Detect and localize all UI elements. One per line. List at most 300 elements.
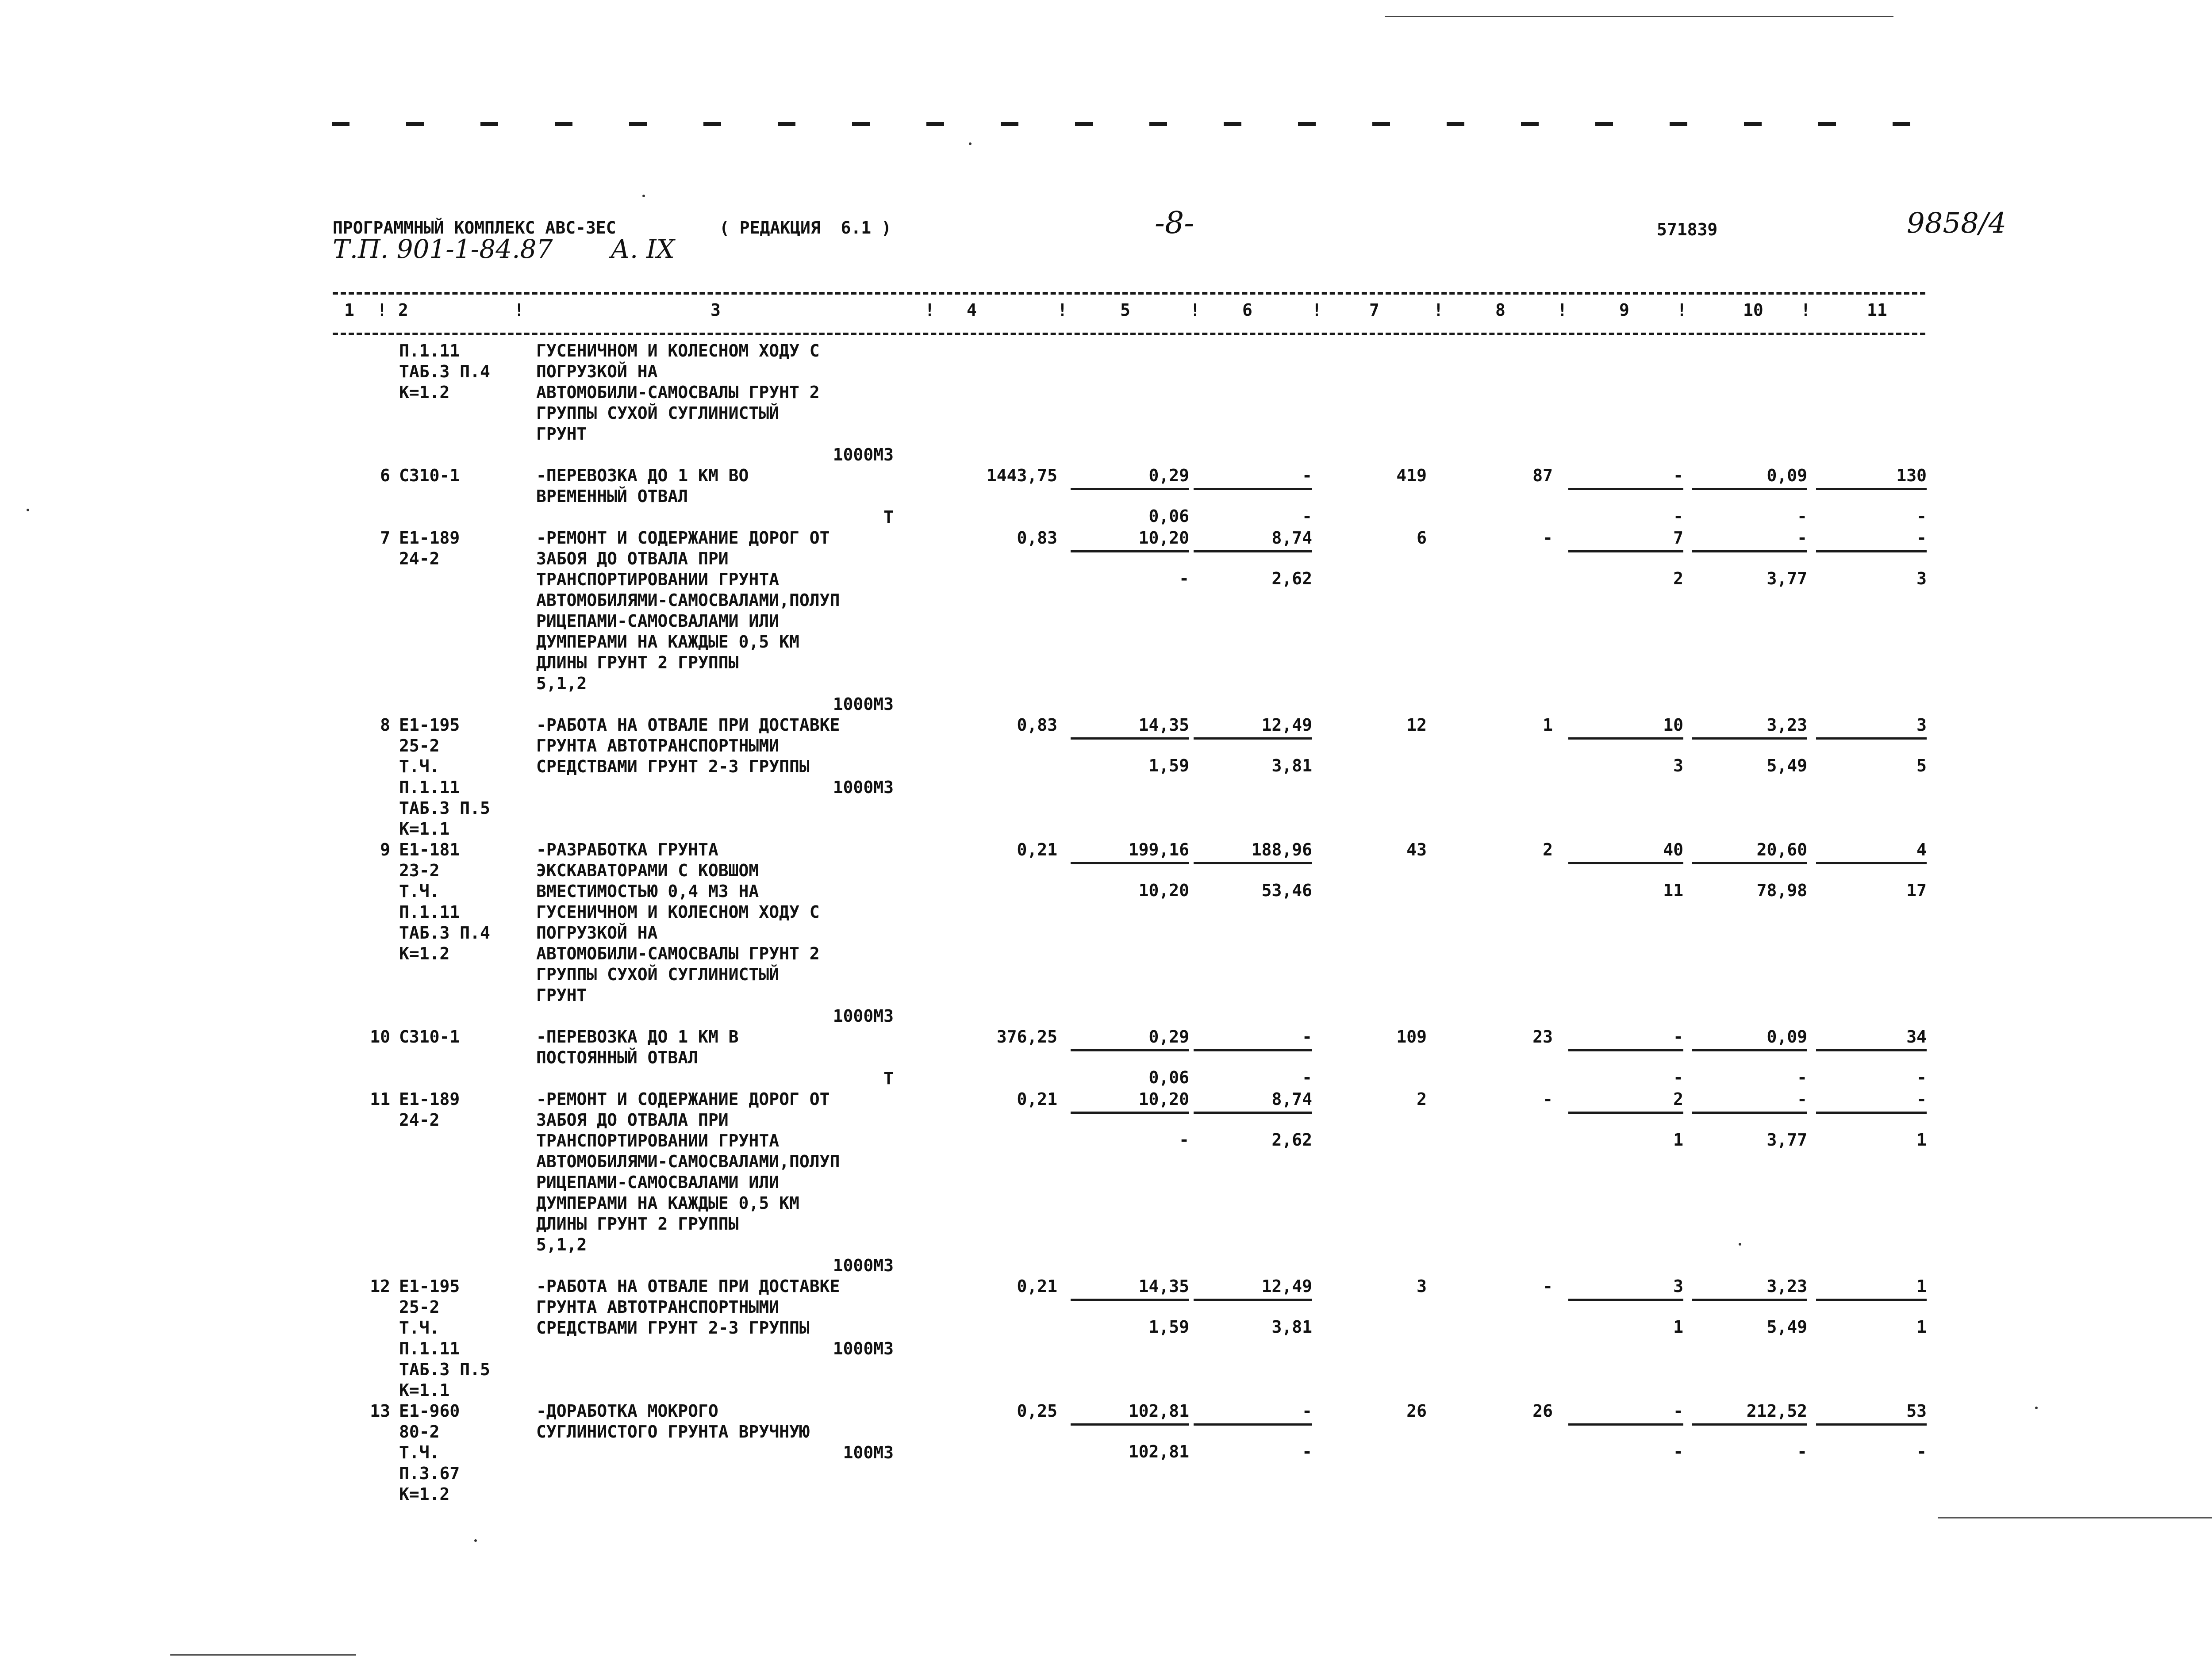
cost-machines [1816,1027,1927,1088]
labor-hours: 2 [1417,1089,1427,1109]
work-description: ДЛИНЫ ГРУНТ 2 ГРУППЫ [536,653,739,672]
work-description: ЗАБОЯ ДО ОТВАЛА ПРИ [536,549,729,568]
speck [642,195,645,197]
fraction-bar [1816,1423,1927,1426]
sheet-reference: 9858/4 [1907,207,2007,240]
unit-cost-total-sub-value: - [1179,1130,1189,1150]
work-description: ВРЕМЕННЫЙ ОТВАЛ [536,487,688,506]
labor-hours: 12 [1406,715,1427,735]
fraction-bar [1071,1299,1189,1301]
unit-cost-total-sub-value: 0,06 [1148,1068,1189,1087]
cost-total-value: 3 [1673,1277,1683,1296]
cost-wages [1692,715,1807,776]
unit-of-measure: Т [883,507,894,527]
unit-cost-machines-value: 12,49 [1261,1277,1312,1296]
column-separator: ! [1057,300,1068,320]
work-description: -РЕМОНТ И СОДЕРЖАНИЕ ДОРОГ ОТ [536,1089,830,1109]
rate-code: С310-1 [399,466,460,485]
cost-machines-value: 1 [1916,1277,1927,1296]
unit-cost-machines [1194,715,1312,776]
unit-cost-machines-value: - [1302,1401,1312,1421]
rate-code: 24-2 [399,1110,440,1130]
cost-total [1568,1401,1683,1462]
unit-of-measure: 100М3 [843,1443,894,1462]
work-description: ГРУППЫ СУХОЙ СУГЛИНИСТЫЙ [536,965,780,984]
quantity: 0,83 [1017,715,1057,735]
cost-wages-sub-value: 3,77 [1767,569,1807,588]
cost-total-value: - [1673,466,1683,485]
work-description: -РАБОТА НА ОТВАЛЕ ПРИ ДОСТАВКЕ [536,1277,840,1296]
cost-total [1568,465,1683,527]
work-description: СРЕДСТВАМИ ГРУНТ 2-3 ГРУППЫ [536,757,810,776]
scan-line-top [1385,16,1893,17]
cost-total-value: - [1673,1401,1683,1421]
cost-wages [1692,1276,1807,1338]
cost-machines-value: 34 [1906,1027,1927,1047]
work-description: АВТОМОБИЛЯМИ-САМОСВАЛАМИ,ПОЛУП [536,1152,840,1171]
cost-wages [1692,840,1807,901]
column-number: 4 [967,300,977,320]
work-description: -РАБОТА НА ОТВАЛЕ ПРИ ДОСТАВКЕ [536,715,840,735]
cost-wages-value: 3,23 [1767,1277,1807,1296]
work-description: СУГЛИНИСТОГО ГРУНТА ВРУЧНУЮ [536,1422,810,1442]
labor-hours: 6 [1417,528,1427,548]
continuation-description: АВТОМОБИЛИ-САМОСВАЛЫ ГРУНТ 2 [536,383,820,402]
unit-cost-total-sub-value: - [1179,569,1189,588]
work-description: 5,1,2 [536,1235,587,1254]
column-number: 9 [1619,300,1629,320]
fraction-bar [1194,488,1312,490]
cost-wages-value: 0,09 [1767,1027,1807,1047]
column-number: 2 [398,300,408,320]
fraction-bar [1816,1112,1927,1114]
cost-wages-value: 3,23 [1767,715,1807,735]
unit-cost-total-value: 199,16 [1128,840,1189,859]
unit-cost-total [1071,1401,1189,1462]
unit-cost-machines-value: 8,74 [1271,1089,1312,1109]
column-separator: ! [1677,300,1687,320]
work-description: -ПЕРЕВОЗКА ДО 1 КМ ВО [536,466,749,485]
table-header-rule [333,333,1925,335]
unit-cost-total-value: 10,20 [1138,1089,1189,1109]
cost-machines [1816,1089,1927,1150]
rate-code: 24-2 [399,549,440,568]
cost-total [1568,1276,1683,1338]
unit-cost-total-value: 102,81 [1128,1401,1189,1421]
work-description: СРЕДСТВАМИ ГРУНТ 2-3 ГРУППЫ [536,1318,810,1338]
unit-cost-total [1071,1089,1189,1150]
unit-cost-machines-value: 188,96 [1251,840,1312,859]
cost-wages [1692,1401,1807,1462]
cost-machines-value: 3 [1916,715,1927,735]
continuation-description: ГРУППЫ СУХОЙ СУГЛИНИСТЫЙ [536,403,780,423]
fraction-bar [1071,737,1189,740]
rate-code: Е1-195 [399,715,460,735]
rate-code: Т.Ч. [399,757,440,776]
cost-total-sub-value: 2 [1673,569,1683,588]
cost-machines-value: 4 [1916,840,1927,859]
fraction-bar [1692,737,1807,740]
fraction-bar [1816,1299,1927,1301]
rate-code: Т.Ч. [399,1443,440,1462]
rate-code: П.1.11 [399,902,460,922]
fraction-bar [1194,550,1312,552]
edition: ( РЕДАКЦИЯ 6.1 ) [719,218,891,238]
unit-cost-total [1071,840,1189,901]
unit-cost-machines-sub-value: - [1302,1442,1312,1461]
work-description: -ПЕРЕВОЗКА ДО 1 КМ В [536,1027,739,1047]
machine-hours: 87 [1532,466,1553,485]
fraction-bar [1194,1112,1312,1114]
labor-hours: 109 [1396,1027,1427,1047]
unit-cost-total [1071,465,1189,527]
cost-total-sub-value: 1 [1673,1317,1683,1337]
fraction-bar [1692,1049,1807,1051]
unit-cost-total-value: 0,29 [1148,466,1189,485]
cost-wages-value: - [1797,528,1807,548]
fraction-bar [1568,1423,1683,1426]
fraction-bar [1194,1299,1312,1301]
rate-code: Е1-189 [399,528,460,548]
document-code: 571839 [1657,220,1718,239]
rate-code: К=1.2 [399,944,450,963]
column-number: 11 [1867,300,1887,320]
fraction-bar [1692,1112,1807,1114]
unit-cost-machines [1194,1276,1312,1338]
cost-wages-value: 212,52 [1746,1401,1807,1421]
machine-hours: 1 [1543,715,1553,735]
cost-wages-value: 20,60 [1756,840,1807,859]
continuation-unit: 1000М3 [833,445,894,464]
rate-code: ТАБ.3 П.4 [399,923,490,943]
unit-cost-machines [1194,1401,1312,1462]
cost-total-value: 10 [1663,715,1683,735]
cost-total [1568,1089,1683,1150]
fraction-bar [1692,862,1807,864]
page-mark: -8- [1155,206,1194,241]
cost-total-sub-value: 11 [1663,881,1683,900]
cost-total-sub-value: - [1673,506,1683,526]
continuation-description: ПОГРУЗКОЙ НА [536,362,658,381]
cost-machines [1816,840,1927,901]
quantity: 0,83 [1017,528,1057,548]
quantity: 0,21 [1017,1277,1057,1296]
work-description: ВМЕСТИМОСТЬЮ 0,4 М3 НА [536,882,759,901]
column-separator: ! [1557,300,1567,320]
cost-total-sub-value: 3 [1673,756,1683,775]
unit-cost-total-sub-value: 102,81 [1128,1442,1189,1461]
cost-machines-value: 130 [1896,466,1927,485]
continuation-description: ГРУНТ [536,424,587,444]
work-description: -РАЗРАБОТКА ГРУНТА [536,840,718,859]
cost-total [1568,528,1683,589]
work-description: ГРУНТА АВТОТРАНСПОРТНЫМИ [536,736,780,755]
cost-machines-sub-value: 1 [1916,1130,1927,1150]
rate-code: Е1-960 [399,1401,460,1421]
continuation-code: ТАБ.3 П.4 [399,362,490,381]
row-number: 11 [370,1089,390,1109]
column-separator: ! [377,300,387,320]
fraction-bar [1692,1423,1807,1426]
row-number: 8 [380,715,390,735]
machine-hours: 23 [1532,1027,1553,1047]
column-number: 3 [710,300,721,320]
continuation-code: К=1.2 [399,383,450,402]
unit-cost-machines-sub-value: - [1302,1068,1312,1087]
fraction-bar [1568,488,1683,490]
cost-wages-sub-value: - [1797,506,1807,526]
speck [1739,1243,1741,1246]
work-description: АВТОМОБИЛИ-САМОСВАЛЫ ГРУНТ 2 [536,944,820,963]
fraction-bar [1071,488,1189,490]
fraction-bar [1194,1423,1312,1426]
unit-cost-machines [1194,528,1312,589]
rate-code: Е1-189 [399,1089,460,1109]
fraction-bar [1194,862,1312,864]
column-separator: ! [1190,300,1200,320]
quantity: 0,25 [1017,1401,1057,1421]
cost-wages [1692,1089,1807,1150]
machine-hours: 26 [1532,1401,1553,1421]
cost-machines-sub-value: 17 [1906,881,1927,900]
work-description: ПОГРУЗКОЙ НА [536,923,658,943]
work-description: РИЦЕПАМИ-САМОСВАЛАМИ ИЛИ [536,611,780,631]
fraction-bar [1816,862,1927,864]
fraction-bar [1568,1112,1683,1114]
rate-code: 25-2 [399,736,440,755]
cost-wages [1692,528,1807,589]
rate-code: 23-2 [399,861,440,880]
column-separator: ! [1801,300,1811,320]
fraction-bar [1568,1049,1683,1051]
fraction-bar [1568,737,1683,740]
column-number: 7 [1369,300,1379,320]
speck [969,142,972,145]
unit-cost-machines [1194,465,1312,527]
cost-total [1568,715,1683,776]
unit-cost-machines-sub-value: 53,46 [1261,881,1312,900]
unit-cost-machines-sub-value: 2,62 [1271,569,1312,588]
unit-cost-total-sub-value: 1,59 [1148,756,1189,775]
work-description: ТРАНСПОРТИРОВАНИИ ГРУНТА [536,570,780,589]
program-title: ПРОГРАММНЫЙ КОМПЛЕКС АВС-3ЕС [333,218,616,238]
unit-cost-total-value: 14,35 [1138,715,1189,735]
work-description: ГРУНТ [536,985,587,1005]
unit-cost-machines-value: 8,74 [1271,528,1312,548]
cost-machines-value: - [1916,528,1927,548]
column-number: 6 [1242,300,1252,320]
quantity: 0,21 [1017,840,1057,859]
rate-code: Е1-195 [399,1277,460,1296]
cost-total-value: 7 [1673,528,1683,548]
rate-code: П.1.11 [399,778,460,797]
cost-wages-sub-value: 5,49 [1767,756,1807,775]
cost-machines-sub-value: 5 [1916,756,1927,775]
rate-code: П.3.67 [399,1464,460,1483]
work-description: ТРАНСПОРТИРОВАНИИ ГРУНТА [536,1131,780,1150]
unit-of-measure: 1000М3 [833,1256,894,1275]
scan-line-bottom-left [170,1654,356,1656]
fraction-bar [1568,862,1683,864]
column-separator: ! [514,300,524,320]
unit-cost-machines-sub-value: - [1302,506,1312,526]
unit-of-measure: 1000М3 [833,778,894,797]
labor-hours: 3 [1417,1277,1427,1296]
cost-machines [1816,465,1927,527]
unit-cost-total-sub-value: 1,59 [1148,1317,1189,1337]
rate-code: 25-2 [399,1297,440,1317]
rate-code: 80-2 [399,1422,440,1442]
rate-code: ТАБ.3 П.5 [399,798,490,818]
cost-machines-value: - [1916,1089,1927,1109]
work-description: -ДОРАБОТКА МОКРОГО [536,1401,718,1421]
fraction-bar [1692,1299,1807,1301]
rate-code: Т.Ч. [399,1318,440,1338]
unit-of-measure: 1000М3 [833,694,894,714]
cost-wages-sub-value: - [1797,1068,1807,1087]
speck [474,1539,477,1542]
cost-machines [1816,528,1927,589]
fraction-bar [1071,862,1189,864]
project-reference: Т.П. 901-1-84.87 [333,234,553,264]
unit-cost-total [1071,1027,1189,1088]
unit-cost-total [1071,528,1189,589]
continuation-code: П.1.11 [399,341,460,360]
fraction-bar [1816,1049,1927,1051]
rate-code: П.1.11 [399,1339,460,1358]
labor-hours: 43 [1406,840,1427,859]
fraction-bar [1194,1049,1312,1051]
column-separator: ! [1433,300,1444,320]
unit-cost-machines [1194,840,1312,901]
unit-cost-total [1071,1276,1189,1338]
work-description: -РЕМОНТ И СОДЕРЖАНИЕ ДОРОГ ОТ [536,528,830,548]
cost-wages-sub-value: - [1797,1442,1807,1461]
cost-machines-sub-value: 1 [1916,1317,1927,1337]
labor-hours: 419 [1396,466,1427,485]
cost-total-value: 2 [1673,1089,1683,1109]
unit-cost-machines-sub-value: 3,81 [1271,1317,1312,1337]
cost-machines-sub-value: - [1916,1068,1927,1087]
speck [2035,1407,2038,1409]
cost-wages-value: - [1797,1089,1807,1109]
column-number: 5 [1120,300,1130,320]
unit-cost-machines-value: - [1302,1027,1312,1047]
scan-line-bottom [1938,1517,2212,1518]
unit-cost-machines-value: 12,49 [1261,715,1312,735]
quantity: 1443,75 [986,466,1057,485]
cost-total [1568,840,1683,901]
cost-total-sub-value: - [1673,1068,1683,1087]
fraction-bar [1816,488,1927,490]
row-number: 13 [370,1401,390,1421]
cost-machines-sub-value: - [1916,1442,1927,1461]
cost-total [1568,1027,1683,1088]
row-number: 9 [380,840,390,859]
quantity: 376,25 [996,1027,1057,1047]
cost-wages-sub-value: 3,77 [1767,1130,1807,1150]
cost-machines-value: 53 [1906,1401,1927,1421]
column-number: 8 [1495,300,1505,320]
unit-cost-machines [1194,1089,1312,1150]
rate-code: К=1.1 [399,819,450,839]
fraction-bar [1568,550,1683,552]
rate-code: Е1-181 [399,840,460,859]
cost-machines-sub-value: - [1916,506,1927,526]
unit-cost-machines [1194,1027,1312,1088]
work-description: ГУСЕНИЧНОМ И КОЛЕСНОМ ХОДУ С [536,902,820,922]
cost-total-value: 40 [1663,840,1683,859]
cost-wages-sub-value: 78,98 [1756,881,1807,900]
unit-cost-total [1071,715,1189,776]
cost-wages-sub-value: 5,49 [1767,1317,1807,1337]
unit-cost-total-sub-value: 0,06 [1148,506,1189,526]
rate-code: К=1.2 [399,1484,450,1504]
machine-hours: - [1543,1089,1553,1109]
column-number: 1 [344,300,354,320]
column-separator: ! [1312,300,1322,320]
work-description: АВТОМОБИЛЯМИ-САМОСВАЛАМИ,ПОЛУП [536,590,840,610]
quantity: 0,21 [1017,1089,1057,1109]
unit-cost-total-value: 14,35 [1138,1277,1189,1296]
cost-wages [1692,1027,1807,1088]
unit-cost-total-value: 0,29 [1148,1027,1189,1047]
cost-total-sub-value: - [1673,1442,1683,1461]
fraction-bar [1071,1049,1189,1051]
work-description: ДУМПЕРАМИ НА КАЖДЫЕ 0,5 КМ [536,1193,799,1213]
work-description: ДУМПЕРАМИ НА КАЖДЫЕ 0,5 КМ [536,632,799,652]
work-description: ДЛИНЫ ГРУНТ 2 ГРУППЫ [536,1214,739,1234]
work-description: ЗАБОЯ ДО ОТВАЛА ПРИ [536,1110,729,1130]
cost-machines [1816,1276,1927,1338]
fraction-bar [1568,1299,1683,1301]
work-description: ГРУНТА АВТОТРАНСПОРТНЫМИ [536,1297,780,1317]
unit-cost-total-value: 10,20 [1138,528,1189,548]
fraction-bar [1071,1423,1189,1426]
row-number: 10 [370,1027,390,1047]
work-description: ЭКСКАВАТОРАМИ С КОВШОМ [536,861,759,880]
work-description: ПОСТОЯННЫЙ ОТВАЛ [536,1048,699,1067]
cost-total-value: - [1673,1027,1683,1047]
machine-hours: 2 [1543,840,1553,859]
fraction-bar [1071,550,1189,552]
unit-cost-machines-value: - [1302,466,1312,485]
row-number: 6 [380,466,390,485]
machine-hours: - [1543,528,1553,548]
rate-code: С310-1 [399,1027,460,1047]
labor-hours: 26 [1406,1401,1427,1421]
unit-cost-machines-sub-value: 2,62 [1271,1130,1312,1150]
unit-cost-total-sub-value: 10,20 [1138,881,1189,900]
row-number: 7 [380,528,390,548]
table-top-rule [333,292,1925,295]
cost-machines-sub-value: 3 [1916,569,1927,588]
fraction-bar [1692,550,1807,552]
fraction-bar [1816,737,1927,740]
fraction-bar [1692,488,1807,490]
speck [27,509,29,511]
cost-total-sub-value: 1 [1673,1130,1683,1150]
machine-hours: - [1543,1277,1553,1296]
unit-of-measure: Т [883,1069,894,1088]
fraction-bar [1194,737,1312,740]
continuation-description: ГУСЕНИЧНОМ И КОЛЕСНОМ ХОДУ С [536,341,820,360]
work-description: РИЦЕПАМИ-САМОСВАЛАМИ ИЛИ [536,1173,780,1192]
cost-machines [1816,1401,1927,1462]
fraction-bar [1816,550,1927,552]
rate-code: ТАБ.3 П.5 [399,1360,490,1379]
cost-wages-value: 0,09 [1767,466,1807,485]
